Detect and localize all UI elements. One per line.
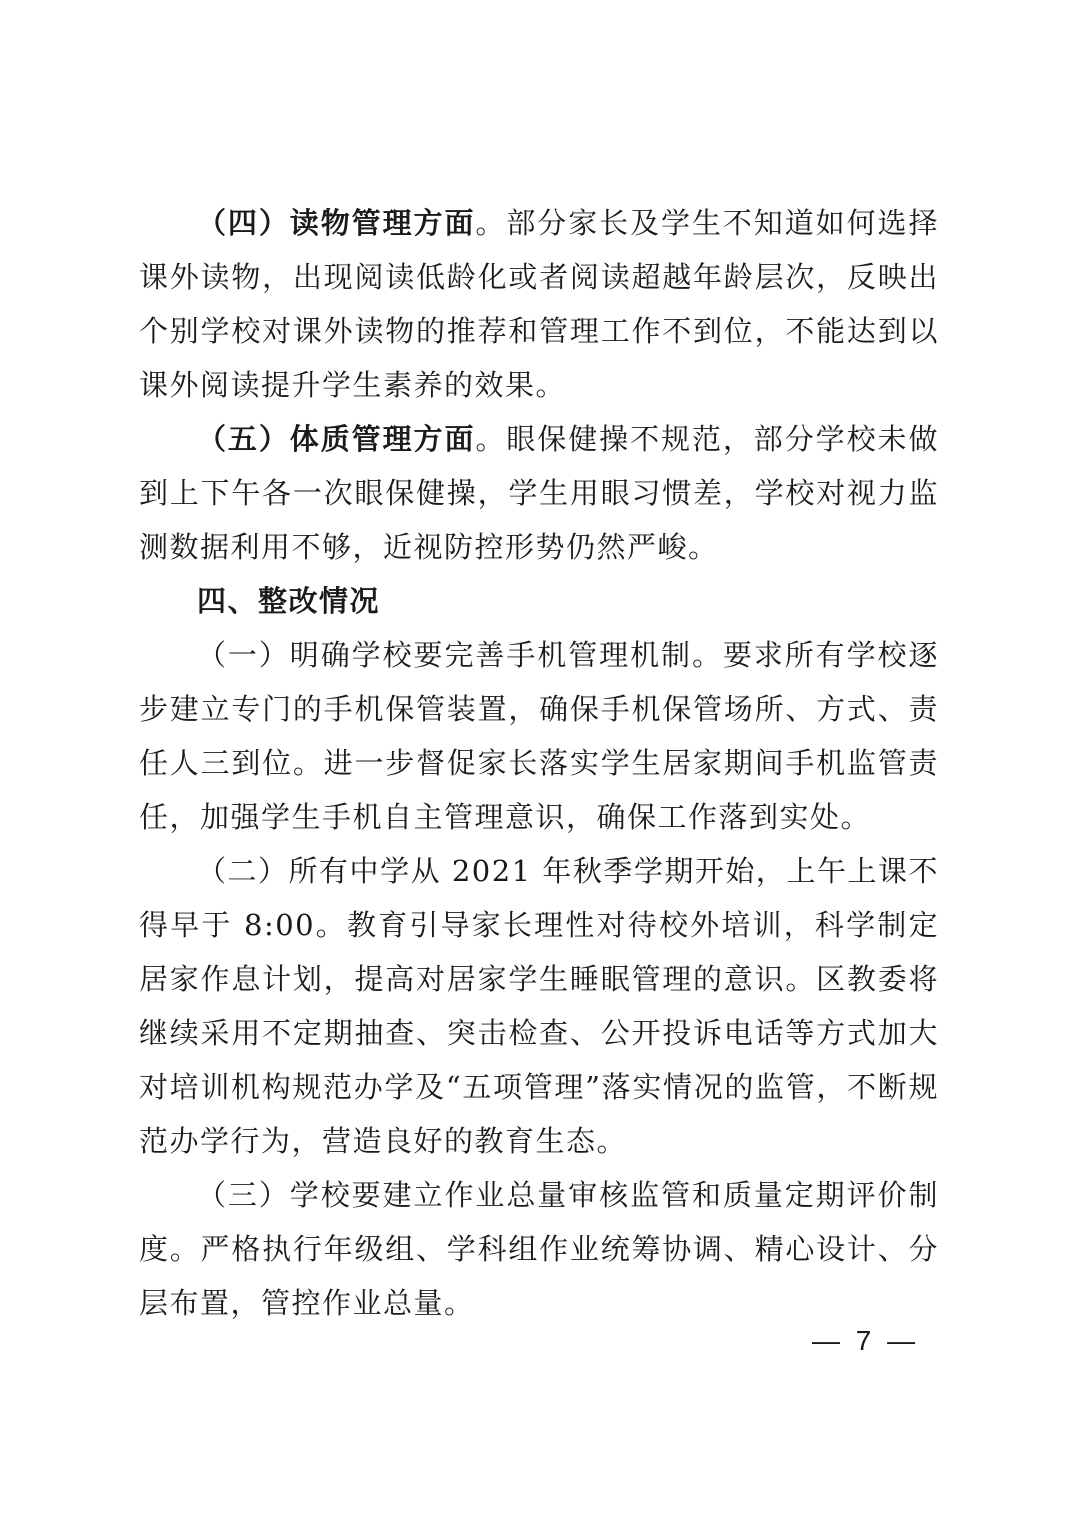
paragraph-text: 。眼保健操不规范，部分学校未做到上下午各一次眼保健操，学生用眼习惯差，学校对视力监测数据利用不够，近视防控形势仍然严峻。	[139, 422, 939, 564]
paragraph-rectification-1: （一）明确学校要完善手机管理机制。要求所有学校逐步建立专门的手机保管装置，确保手机保管场所、方式、责任人三到位。进一步督促家长落实学生居家期间手机监管责任，加强学生手机自主管理意识，确保工作落到实处。	[139, 638, 939, 834]
paragraph-physical-management	[139, 412, 939, 574]
paragraph-lead: （四）读物管理方面	[197, 206, 476, 240]
paragraph-lead: （五）体质管理方面	[197, 422, 476, 456]
document-body	[139, 196, 939, 1330]
paragraph-rectification-3: （三）学校要建立作业总量审核监管和质量定期评价制度。严格执行年级组、学科组作业统筹协调、精心设计、分层布置，管控作业总量。	[139, 1178, 939, 1320]
paragraph-text: 。部分家长及学生不知道如何选择课外读物，出现阅读低龄化或者阅读超越年龄层次，反映出个别学校对课外读物的推荐和管理工作不到位，不能达到以课外阅读提升学生素养的效果。	[139, 206, 939, 402]
paragraph-rectification-2: （二）所有中学从 2021 年秋季学期开始，上午上课不得早于 8:00。教育引导家长理性对待校外培训，科学制定居家作息计划，提高对居家学生睡眠管理的意识。区教委将继续采用不定期抽查、突击检查、公开投诉电话等方式加大对培训机构规范办学及“五项管理”落实情况的监管，不断规范办学行为，营造良好的教育生态。	[139, 854, 939, 1158]
page-number: — 7 —	[812, 1325, 920, 1356]
section-heading: 四、整改情况	[197, 584, 381, 618]
paragraph-reading-management	[139, 196, 939, 412]
